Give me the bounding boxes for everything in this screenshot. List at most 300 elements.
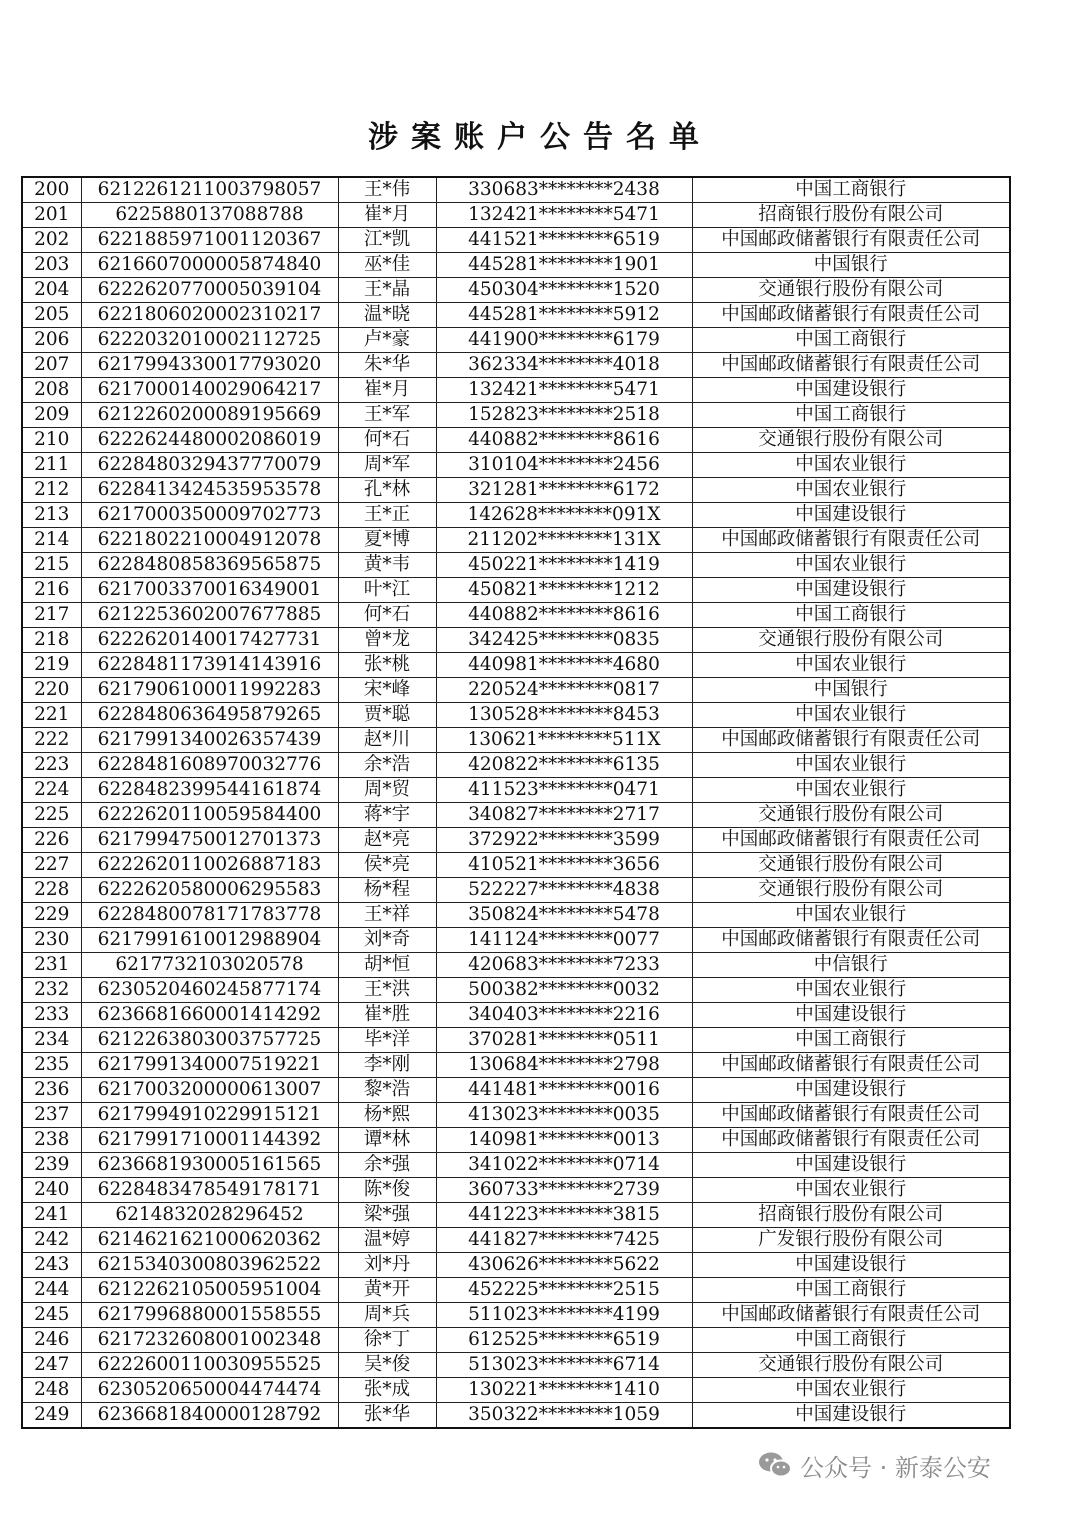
cell-index: 227: [22, 853, 81, 878]
cell-index: 228: [22, 878, 81, 903]
cell-account: 6217994330017793020: [81, 353, 338, 378]
cell-bank: 中国工商银行: [692, 328, 1010, 353]
cell-bank: 中国邮政储蓄银行有限责任公司: [692, 228, 1010, 253]
cell-bank: 中国邮政储蓄银行有限责任公司: [692, 353, 1010, 378]
cell-name: 温*婷: [338, 1228, 436, 1253]
table-row: [22, 703, 1010, 728]
cell-id: 220524********0817: [436, 678, 692, 703]
cell-bank: 招商银行股份有限公司: [692, 203, 1010, 228]
cell-account: 6228480636495879265: [81, 703, 338, 728]
cell-account: 6222620110059584400: [81, 803, 338, 828]
cell-bank: 中国建设银行: [692, 1153, 1010, 1178]
cell-bank: 交通银行股份有限公司: [692, 878, 1010, 903]
cell-account: 6214832028296452: [81, 1203, 338, 1228]
cell-name: 张*成: [338, 1378, 436, 1403]
cell-id: 132421********5471: [436, 378, 692, 403]
cell-account: 6217003200000613007: [81, 1078, 338, 1103]
cell-bank: 中国邮政储蓄银行有限责任公司: [692, 303, 1010, 328]
cell-bank: 交通银行股份有限公司: [692, 428, 1010, 453]
cell-index: 216: [22, 578, 81, 603]
cell-id: 130528********8453: [436, 703, 692, 728]
cell-index: 225: [22, 803, 81, 828]
cell-id: 341022********0714: [436, 1153, 692, 1178]
cell-name: 张*华: [338, 1403, 436, 1429]
table-row: [22, 453, 1010, 478]
cell-id: 360733********2739: [436, 1178, 692, 1203]
table-row: [22, 1253, 1010, 1278]
cell-account: 6214621621000620362: [81, 1228, 338, 1253]
cell-bank: 交通银行股份有限公司: [692, 1353, 1010, 1378]
table-row: [22, 1103, 1010, 1128]
cell-bank: 中国工商银行: [692, 403, 1010, 428]
cell-bank: 招商银行股份有限公司: [692, 1203, 1010, 1228]
cell-name: 李*刚: [338, 1053, 436, 1078]
cell-id: 340827********2717: [436, 803, 692, 828]
table-row: [22, 603, 1010, 628]
page-title: 涉案账户公告名单: [368, 120, 712, 155]
table-row: [22, 428, 1010, 453]
cell-index: 244: [22, 1278, 81, 1303]
cell-bank: 中国邮政储蓄银行有限责任公司: [692, 1053, 1010, 1078]
cell-id: 440882********8616: [436, 603, 692, 628]
cell-id: 441481********0016: [436, 1078, 692, 1103]
cell-bank: 中国邮政储蓄银行有限责任公司: [692, 728, 1010, 753]
table-row: [22, 728, 1010, 753]
cell-index: 238: [22, 1128, 81, 1153]
cell-name: 余*浩: [338, 753, 436, 778]
cell-id: 372922********3599: [436, 828, 692, 853]
table-row: [22, 1303, 1010, 1328]
cell-index: 243: [22, 1253, 81, 1278]
table-row: [22, 953, 1010, 978]
cell-index: 201: [22, 203, 81, 228]
cell-index: 212: [22, 478, 81, 503]
cell-id: 450304********1520: [436, 278, 692, 303]
cell-name: 崔*胜: [338, 1003, 436, 1028]
table-row: [22, 403, 1010, 428]
cell-bank: 中国邮政储蓄银行有限责任公司: [692, 1303, 1010, 1328]
cell-name: 余*强: [338, 1153, 436, 1178]
cell-index: 232: [22, 978, 81, 1003]
cell-name: 王*正: [338, 503, 436, 528]
cell-id: 413023********0035: [436, 1103, 692, 1128]
table-row: [22, 1153, 1010, 1178]
cell-bank: 中国建设银行: [692, 1403, 1010, 1429]
cell-id: 450221********1419: [436, 553, 692, 578]
table-row: [22, 1203, 1010, 1228]
cell-bank: 交通银行股份有限公司: [692, 853, 1010, 878]
cell-index: 218: [22, 628, 81, 653]
cell-bank: 中国银行: [692, 253, 1010, 278]
table-row: [22, 903, 1010, 928]
cell-id: 130621********511X: [436, 728, 692, 753]
cell-account: 6228480078171783778: [81, 903, 338, 928]
cell-account: 6217996880001558555: [81, 1303, 338, 1328]
table-row: [22, 528, 1010, 553]
table-row: [22, 653, 1010, 678]
cell-bank: 中国建设银行: [692, 378, 1010, 403]
cell-index: 214: [22, 528, 81, 553]
table-row: [22, 878, 1010, 903]
cell-index: 230: [22, 928, 81, 953]
cell-bank: 中国农业银行: [692, 978, 1010, 1003]
table-row: [22, 203, 1010, 228]
table-row: [22, 478, 1010, 503]
cell-account: 6221802210004912078: [81, 528, 338, 553]
cell-index: 226: [22, 828, 81, 853]
cell-account: 6225880137088788: [81, 203, 338, 228]
table-row: [22, 1128, 1010, 1153]
cell-account: 6217994910229915121: [81, 1103, 338, 1128]
cell-name: 刘*奇: [338, 928, 436, 953]
cell-id: 420822********6135: [436, 753, 692, 778]
table-row: [22, 353, 1010, 378]
table-body: [22, 177, 1010, 1428]
cell-index: 208: [22, 378, 81, 403]
cell-account: 6222620110026887183: [81, 853, 338, 878]
table-row: [22, 1378, 1010, 1403]
cell-account: 6236681930005161565: [81, 1153, 338, 1178]
table-row: [22, 1353, 1010, 1378]
cell-bank: 中国农业银行: [692, 703, 1010, 728]
cell-id: 132421********5471: [436, 203, 692, 228]
cell-id: 441521********6519: [436, 228, 692, 253]
cell-id: 152823********2518: [436, 403, 692, 428]
cell-account: 6228483478549178171: [81, 1178, 338, 1203]
table-row: [22, 678, 1010, 703]
cell-account: 6228480329437770079: [81, 453, 338, 478]
cell-name: 卢*豪: [338, 328, 436, 353]
cell-name: 王*晶: [338, 278, 436, 303]
cell-bank: 中国邮政储蓄银行有限责任公司: [692, 928, 1010, 953]
cell-index: 247: [22, 1353, 81, 1378]
cell-index: 248: [22, 1378, 81, 1403]
cell-id: 450821********1212: [436, 578, 692, 603]
cell-index: 245: [22, 1303, 81, 1328]
cell-account: 6222620580006295583: [81, 878, 338, 903]
cell-bank: 中国建设银行: [692, 1253, 1010, 1278]
accounts-table: [21, 176, 1011, 1429]
cell-name: 赵*亮: [338, 828, 436, 853]
cell-account: 6222620770005039104: [81, 278, 338, 303]
cell-account: 6221806020002310217: [81, 303, 338, 328]
cell-bank: 中国工商银行: [692, 603, 1010, 628]
cell-name: 黄*韦: [338, 553, 436, 578]
cell-id: 430626********5622: [436, 1253, 692, 1278]
table-row: [22, 1178, 1010, 1203]
table-row: [22, 753, 1010, 778]
cell-index: 219: [22, 653, 81, 678]
cell-name: 江*凯: [338, 228, 436, 253]
cell-index: 246: [22, 1328, 81, 1353]
cell-name: 贾*聪: [338, 703, 436, 728]
cell-id: 310104********2456: [436, 453, 692, 478]
cell-index: 249: [22, 1403, 81, 1429]
table-row: [22, 1078, 1010, 1103]
cell-index: 237: [22, 1103, 81, 1128]
cell-bank: 中国农业银行: [692, 453, 1010, 478]
cell-name: 何*石: [338, 428, 436, 453]
cell-account: 6217000140029064217: [81, 378, 338, 403]
cell-account: 6221885971001120367: [81, 228, 338, 253]
cell-id: 130221********1410: [436, 1378, 692, 1403]
cell-index: 223: [22, 753, 81, 778]
cell-account: 6222624480002086019: [81, 428, 338, 453]
cell-account: 6228481608970032776: [81, 753, 338, 778]
cell-index: 202: [22, 228, 81, 253]
cell-id: 440882********8616: [436, 428, 692, 453]
cell-account: 6212253602007677885: [81, 603, 338, 628]
table-row: [22, 578, 1010, 603]
cell-index: 209: [22, 403, 81, 428]
table-row: [22, 778, 1010, 803]
cell-account: 6217732103020578: [81, 953, 338, 978]
table-row: [22, 303, 1010, 328]
cell-index: 204: [22, 278, 81, 303]
cell-account: 6217991340007519221: [81, 1053, 338, 1078]
cell-name: 王*军: [338, 403, 436, 428]
table-row: [22, 803, 1010, 828]
cell-index: 236: [22, 1078, 81, 1103]
cell-name: 温*晓: [338, 303, 436, 328]
cell-bank: 交通银行股份有限公司: [692, 628, 1010, 653]
cell-account: 6228481173914143916: [81, 653, 338, 678]
cell-account: 6217991340026357439: [81, 728, 338, 753]
cell-id: 330683********2438: [436, 177, 692, 203]
table-row: [22, 1028, 1010, 1053]
cell-id: 500382********0032: [436, 978, 692, 1003]
cell-name: 吴*俊: [338, 1353, 436, 1378]
cell-index: 241: [22, 1203, 81, 1228]
table-row: [22, 1003, 1010, 1028]
cell-bank: 中国银行: [692, 678, 1010, 703]
cell-index: 233: [22, 1003, 81, 1028]
cell-name: 崔*月: [338, 203, 436, 228]
cell-account: 6217991610012988904: [81, 928, 338, 953]
cell-id: 362334********4018: [436, 353, 692, 378]
cell-account: 6228413424535953578: [81, 478, 338, 503]
cell-name: 侯*亮: [338, 853, 436, 878]
table-row: [22, 1403, 1010, 1429]
cell-name: 宋*峰: [338, 678, 436, 703]
cell-bank: 中国邮政储蓄银行有限责任公司: [692, 528, 1010, 553]
cell-name: 黄*开: [338, 1278, 436, 1303]
cell-index: 203: [22, 253, 81, 278]
cell-id: 130684********2798: [436, 1053, 692, 1078]
wechat-icon: [758, 1451, 792, 1479]
cell-id: 141124********0077: [436, 928, 692, 953]
cell-bank: 中国建设银行: [692, 1078, 1010, 1103]
cell-name: 周*军: [338, 453, 436, 478]
cell-index: 207: [22, 353, 81, 378]
cell-id: 370281********0511: [436, 1028, 692, 1053]
cell-account: 6236681660001414292: [81, 1003, 338, 1028]
cell-id: 452225********2515: [436, 1278, 692, 1303]
cell-index: 229: [22, 903, 81, 928]
cell-name: 刘*丹: [338, 1253, 436, 1278]
cell-id: 350322********1059: [436, 1403, 692, 1429]
cell-id: 142628********091X: [436, 503, 692, 528]
cell-account: 6212260200089195669: [81, 403, 338, 428]
cell-id: 410521********3656: [436, 853, 692, 878]
cell-id: 441900********6179: [436, 328, 692, 353]
cell-bank: 中国建设银行: [692, 503, 1010, 528]
cell-account: 6212261211003798057: [81, 177, 338, 203]
cell-index: 234: [22, 1028, 81, 1053]
cell-id: 513023********6714: [436, 1353, 692, 1378]
cell-id: 445281********1901: [436, 253, 692, 278]
cell-name: 张*桃: [338, 653, 436, 678]
cell-index: 200: [22, 177, 81, 203]
cell-bank: 中国农业银行: [692, 753, 1010, 778]
cell-id: 420683********7233: [436, 953, 692, 978]
cell-bank: 中国工商银行: [692, 177, 1010, 203]
cell-name: 周*兵: [338, 1303, 436, 1328]
cell-bank: 中国邮政储蓄银行有限责任公司: [692, 1128, 1010, 1153]
cell-bank: 中国工商银行: [692, 1328, 1010, 1353]
cell-account: 6212262105005951004: [81, 1278, 338, 1303]
cell-index: 231: [22, 953, 81, 978]
table-row: [22, 928, 1010, 953]
cell-account: 6222620140017427731: [81, 628, 338, 653]
cell-bank: 中国农业银行: [692, 478, 1010, 503]
table-row: [22, 1053, 1010, 1078]
cell-account: 6217994750012701373: [81, 828, 338, 853]
cell-name: 毕*洋: [338, 1028, 436, 1053]
cell-id: 445281********5912: [436, 303, 692, 328]
table-row: [22, 228, 1010, 253]
cell-bank: 交通银行股份有限公司: [692, 803, 1010, 828]
cell-bank: 中国农业银行: [692, 1378, 1010, 1403]
cell-name: 朱*华: [338, 353, 436, 378]
table-row: [22, 1328, 1010, 1353]
cell-account: 6230520650004474474: [81, 1378, 338, 1403]
cell-bank: 中国农业银行: [692, 553, 1010, 578]
cell-bank: 中国工商银行: [692, 1278, 1010, 1303]
cell-name: 崔*月: [338, 378, 436, 403]
cell-index: 240: [22, 1178, 81, 1203]
cell-id: 440981********4680: [436, 653, 692, 678]
cell-account: 6222032010002112725: [81, 328, 338, 353]
cell-index: 217: [22, 603, 81, 628]
cell-id: 211202********131X: [436, 528, 692, 553]
cell-index: 222: [22, 728, 81, 753]
cell-name: 王*伟: [338, 177, 436, 203]
cell-bank: 中信银行: [692, 953, 1010, 978]
cell-id: 612525********6519: [436, 1328, 692, 1353]
cell-name: 胡*恒: [338, 953, 436, 978]
table-row: [22, 853, 1010, 878]
cell-account: 6228482399544161874: [81, 778, 338, 803]
cell-bank: 中国建设银行: [692, 578, 1010, 603]
cell-id: 411523********0471: [436, 778, 692, 803]
cell-account: 6217232608001002348: [81, 1328, 338, 1353]
table-row: [22, 1278, 1010, 1303]
cell-index: 206: [22, 328, 81, 353]
cell-name: 巫*佳: [338, 253, 436, 278]
table-row: [22, 177, 1010, 203]
table-row: [22, 1228, 1010, 1253]
cell-id: 321281********6172: [436, 478, 692, 503]
cell-index: 242: [22, 1228, 81, 1253]
cell-index: 205: [22, 303, 81, 328]
cell-name: 曾*龙: [338, 628, 436, 653]
table-row: [22, 278, 1010, 303]
cell-name: 陈*俊: [338, 1178, 436, 1203]
cell-id: 342425********0835: [436, 628, 692, 653]
cell-bank: 中国农业银行: [692, 903, 1010, 928]
cell-index: 211: [22, 453, 81, 478]
cell-account: 6212263803003757725: [81, 1028, 338, 1053]
cell-name: 叶*江: [338, 578, 436, 603]
cell-bank: 中国农业银行: [692, 778, 1010, 803]
cell-bank: 中国工商银行: [692, 1028, 1010, 1053]
table-row: [22, 328, 1010, 353]
cell-id: 441223********3815: [436, 1203, 692, 1228]
cell-index: 224: [22, 778, 81, 803]
cell-index: 235: [22, 1053, 81, 1078]
cell-bank: 中国建设银行: [692, 1003, 1010, 1028]
cell-index: 239: [22, 1153, 81, 1178]
watermark-text: 公众号 · 新泰公安: [800, 1453, 991, 1482]
cell-index: 221: [22, 703, 81, 728]
cell-name: 杨*熙: [338, 1103, 436, 1128]
cell-name: 何*石: [338, 603, 436, 628]
table-row: [22, 378, 1010, 403]
cell-account: 6236681840000128792: [81, 1403, 338, 1429]
cell-bank: 交通银行股份有限公司: [692, 278, 1010, 303]
cell-index: 220: [22, 678, 81, 703]
table-row: [22, 828, 1010, 853]
cell-id: 340403********2216: [436, 1003, 692, 1028]
cell-account: 6215340300803962522: [81, 1253, 338, 1278]
cell-bank: 广发银行股份有限公司: [692, 1228, 1010, 1253]
cell-name: 周*贸: [338, 778, 436, 803]
cell-account: 6216607000005874840: [81, 253, 338, 278]
cell-account: 6217003370016349001: [81, 578, 338, 603]
watermark: [758, 1450, 991, 1480]
cell-bank: 中国邮政储蓄银行有限责任公司: [692, 828, 1010, 853]
cell-bank: 中国农业银行: [692, 653, 1010, 678]
cell-bank: 中国农业银行: [692, 1178, 1010, 1203]
cell-account: 6217991710001144392: [81, 1128, 338, 1153]
cell-name: 夏*博: [338, 528, 436, 553]
cell-account: 6222600110030955525: [81, 1353, 338, 1378]
cell-id: 511023********4199: [436, 1303, 692, 1328]
cell-id: 441827********7425: [436, 1228, 692, 1253]
cell-index: 213: [22, 503, 81, 528]
cell-name: 谭*林: [338, 1128, 436, 1153]
cell-name: 杨*程: [338, 878, 436, 903]
table-row: [22, 553, 1010, 578]
table-row: [22, 503, 1010, 528]
cell-index: 215: [22, 553, 81, 578]
cell-name: 赵*川: [338, 728, 436, 753]
cell-id: 140981********0013: [436, 1128, 692, 1153]
table-row: [22, 253, 1010, 278]
cell-name: 王*祥: [338, 903, 436, 928]
cell-name: 梁*强: [338, 1203, 436, 1228]
cell-account: 6230520460245877174: [81, 978, 338, 1003]
table-row: [22, 628, 1010, 653]
cell-bank: 中国邮政储蓄银行有限责任公司: [692, 1103, 1010, 1128]
cell-name: 王*洪: [338, 978, 436, 1003]
cell-name: 蒋*宇: [338, 803, 436, 828]
cell-id: 522227********4838: [436, 878, 692, 903]
cell-name: 孔*林: [338, 478, 436, 503]
table-row: [22, 978, 1010, 1003]
cell-account: 6217906100011992283: [81, 678, 338, 703]
